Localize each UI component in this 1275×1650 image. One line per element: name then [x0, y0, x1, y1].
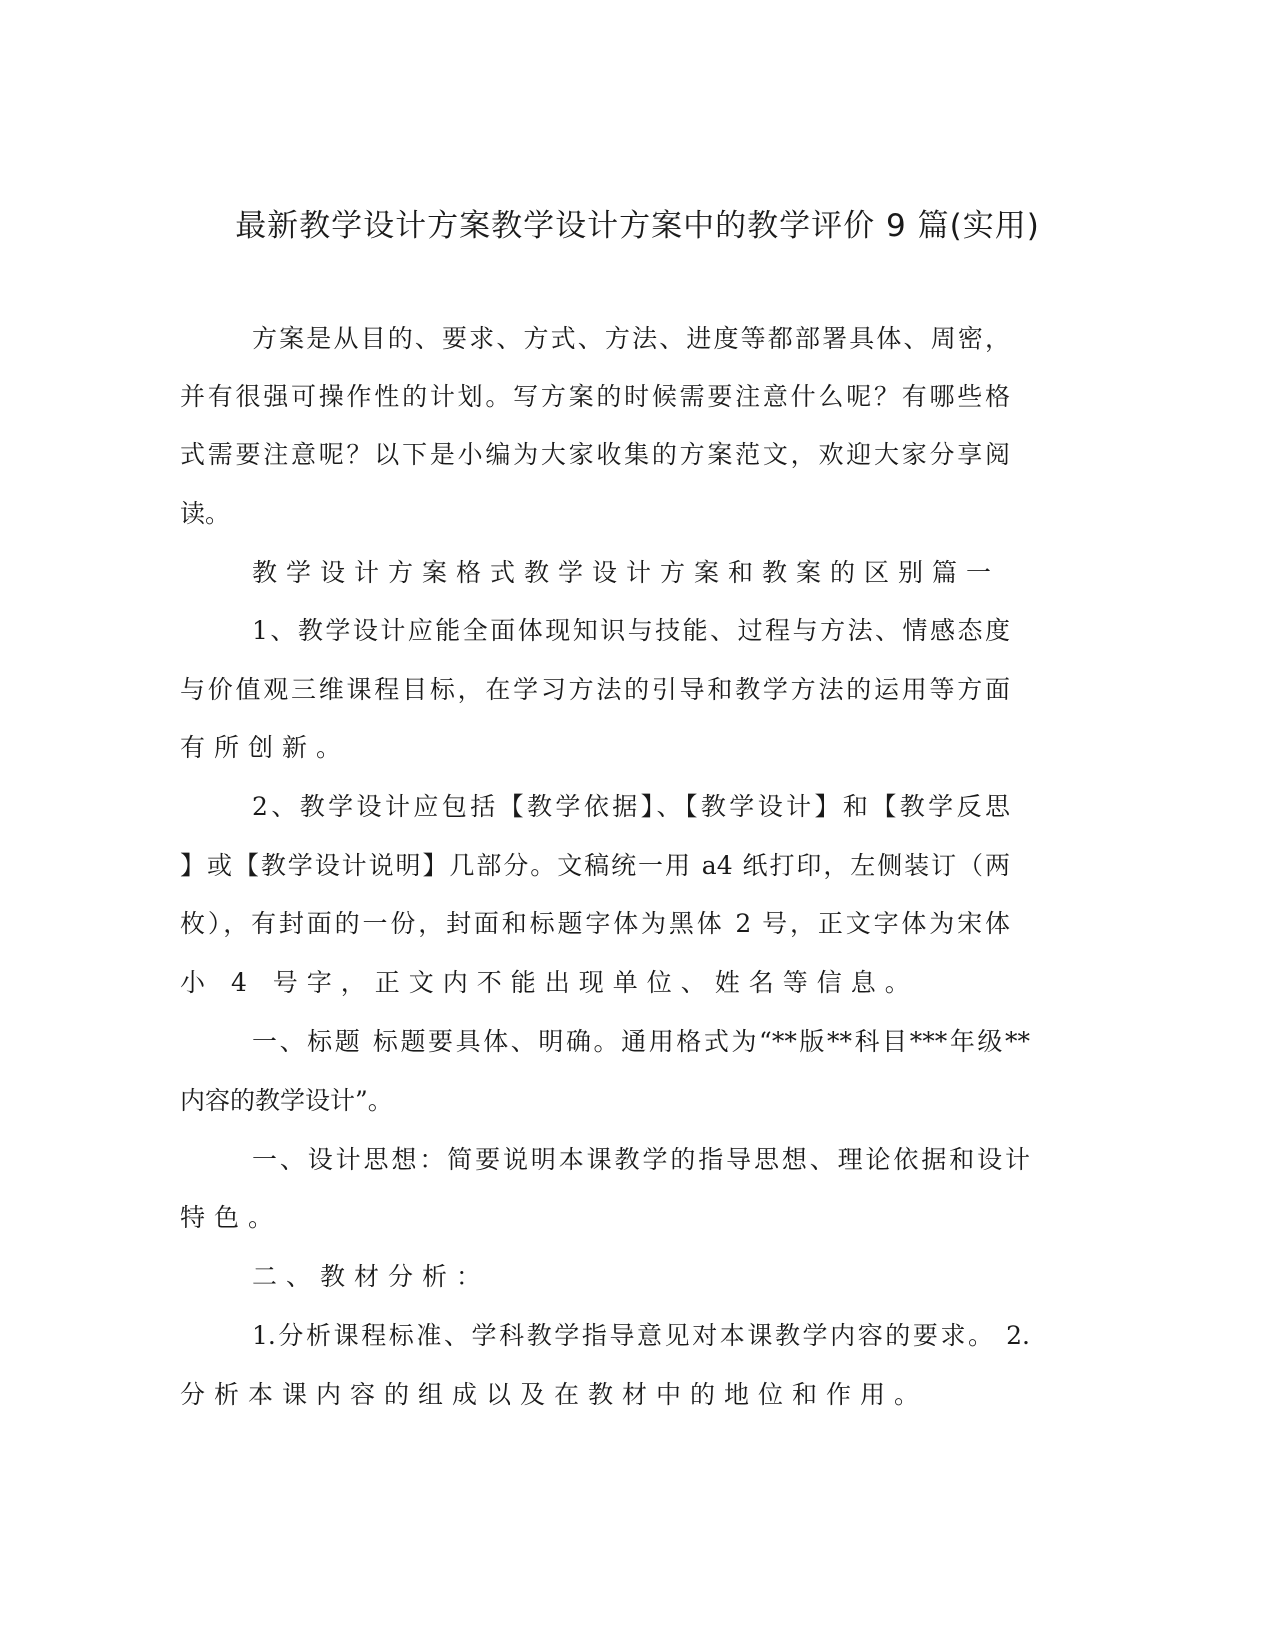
text-line: 枚），有封面的一份，封面和标题字体为黑体 2 号，正文字体为宋体 [180, 909, 1010, 938]
text-line: 小 4 号字，正文内不能出现单位、姓名等信息。 [180, 968, 919, 997]
text-line: 方案是从目的、要求、方式、方法、进度等都部署具体、周密， [252, 324, 1010, 353]
text-line: 一、设计思想：简要说明本课教学的指导思想、理论依据和设计 [252, 1145, 1030, 1174]
text-line: 内容的教学设计”。 [180, 1086, 393, 1115]
text-line: 式需要注意呢？以下是小编为大家收集的方案范文，欢迎大家分享阅 [180, 440, 1010, 469]
text-line: 2、教学设计应包括【教学依据】、【教学设计】和【教学反思 [252, 792, 1010, 821]
text-line: 有所创新。 [180, 733, 351, 762]
text-line: 分析本课内容的组成以及在教材中的地位和作用。 [180, 1380, 929, 1409]
text-line: 教学设计方案格式教学设计方案和教案的区别篇一 [252, 558, 1001, 587]
text-line: 一、标题 标题要具体、明确。通用格式为“**版**科目***年级** [252, 1027, 1030, 1056]
document-title: 最新教学设计方案教学设计方案中的教学评价 9 篇(实用) [235, 208, 1040, 244]
text-line: 】或【教学设计说明】几部分。文稿统一用 a4 纸打印，左侧装订（两 [180, 851, 1010, 880]
text-line: 二、教材分析： [252, 1262, 491, 1291]
text-line: 与价值观三维课程目标，在学习方法的引导和教学方法的运用等方面 [180, 675, 1010, 704]
text-line: 读。 [180, 499, 231, 528]
text-line: 特色。 [180, 1203, 283, 1232]
text-line: 1.分析课程标准、学科教学指导意见对本课教学内容的要求。 2. [252, 1321, 1030, 1350]
text-line: 1、教学设计应能全面体现知识与技能、过程与方法、情感态度 [252, 616, 1010, 645]
text-line: 并有很强可操作性的计划。写方案的时候需要注意什么呢？有哪些格 [180, 382, 1010, 411]
